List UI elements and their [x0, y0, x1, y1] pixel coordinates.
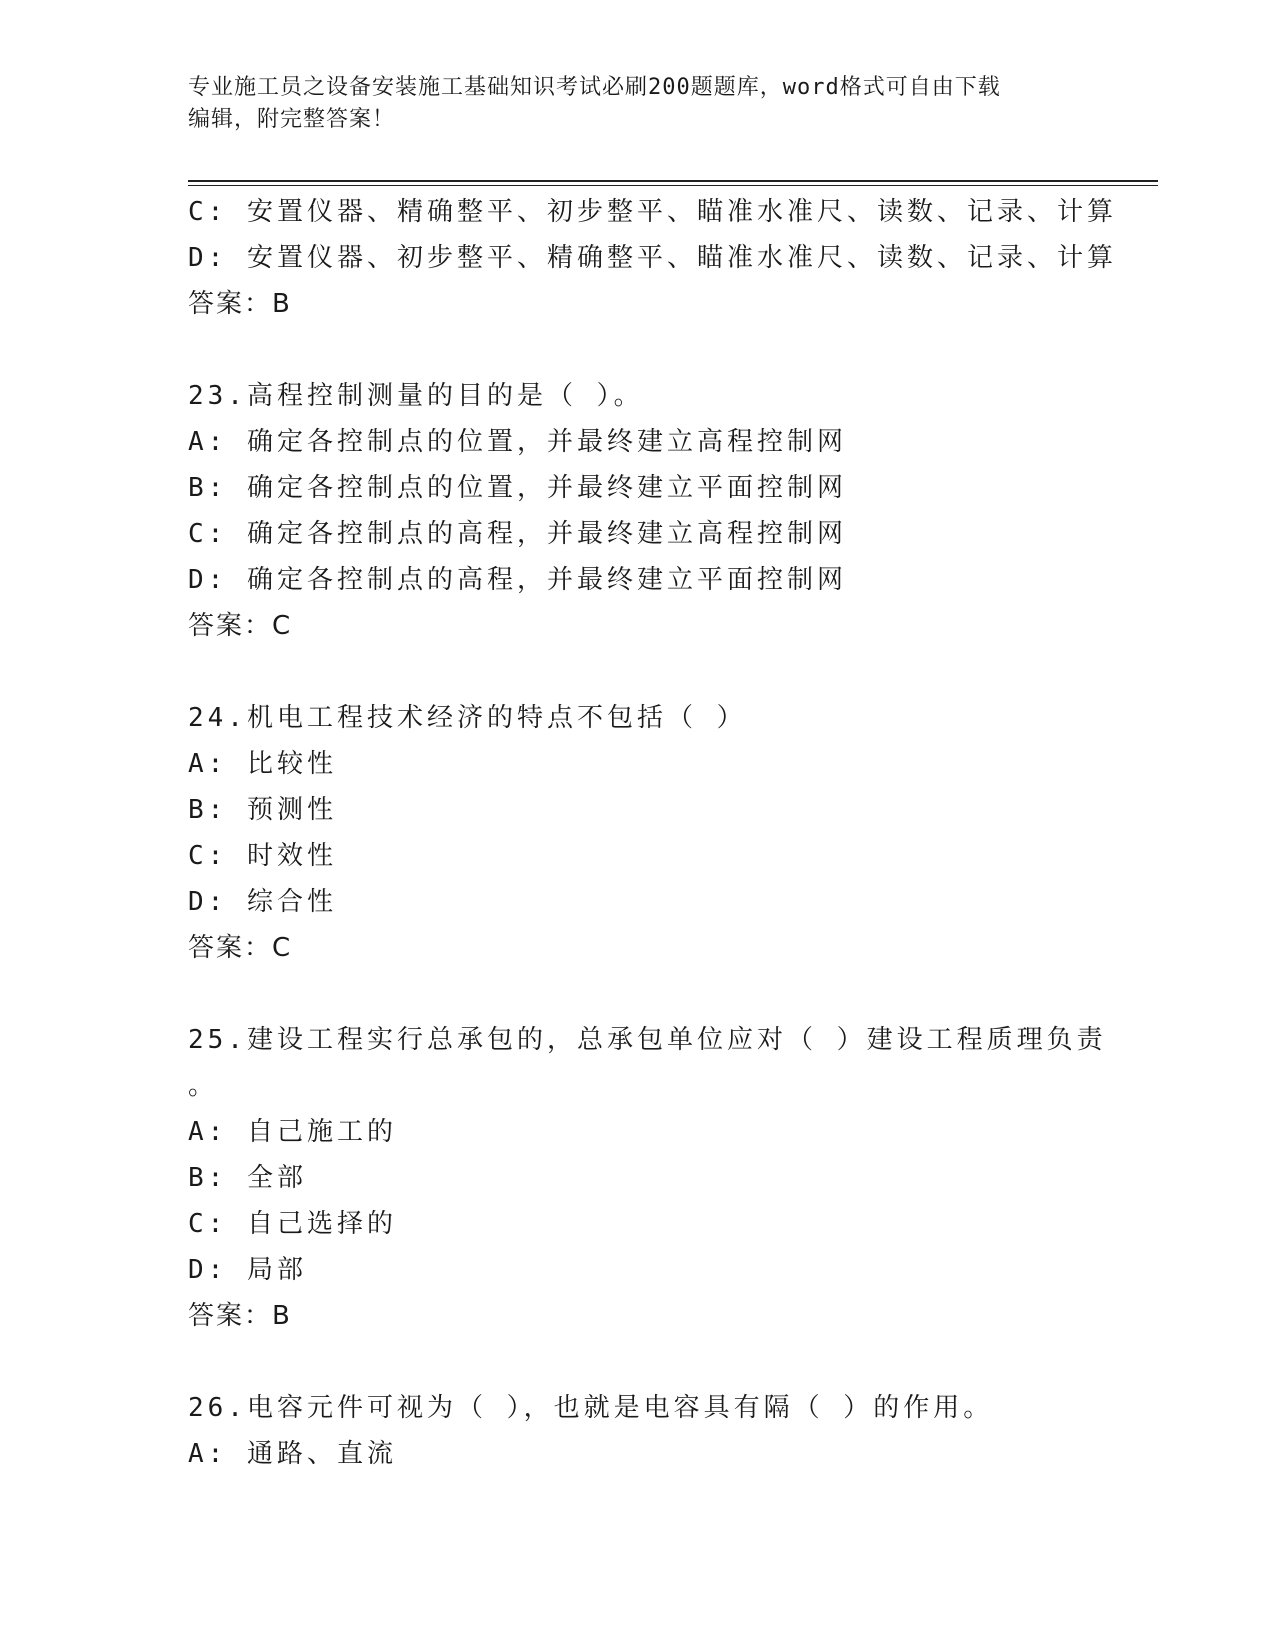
spacer	[188, 1339, 1158, 1385]
option-a: A: 自己施工的	[188, 1117, 397, 1147]
question-stem-continuation: 。	[188, 1071, 219, 1101]
question-stem: 26.电容元件可视为（ ），也就是电容具有隔（ ）的作用。	[188, 1393, 994, 1423]
option-c: C: 安置仪器、精确整平、初步整平、瞄准水准尺、读数、记录、计算	[188, 197, 1117, 227]
question-22-partial	[188, 189, 1158, 327]
spacer	[188, 649, 1158, 695]
document-page	[188, 0, 1158, 1650]
option-c: C: 确定各控制点的高程，并最终建立高程控制网	[188, 519, 847, 549]
option-b: B: 预测性	[188, 795, 337, 825]
question-stem: 25.建设工程实行总承包的，总承包单位应对（ ）建设工程质理负责	[188, 1025, 1107, 1055]
option-a: A: 确定各控制点的位置，并最终建立高程控制网	[188, 427, 847, 457]
spacer	[188, 327, 1158, 373]
question-25	[188, 1017, 1158, 1339]
option-c: C: 时效性	[188, 841, 337, 871]
header-divider-thin	[188, 185, 1158, 186]
option-a: A: 比较性	[188, 749, 337, 779]
option-b: B: 确定各控制点的位置，并最终建立平面控制网	[188, 473, 847, 503]
answer-line: 答案：B	[188, 289, 292, 319]
header-title-line-1: 专业施工员之设备安装施工基础知识考试必刷200题题库，word格式可自由下载	[188, 75, 1001, 100]
option-d: D: 确定各控制点的高程，并最终建立平面控制网	[188, 565, 847, 595]
question-list	[188, 189, 1158, 1477]
question-stem: 23.高程控制测量的目的是（ ）。	[188, 381, 644, 411]
option-d: D: 安置仪器、初步整平、精确整平、瞄准水准尺、读数、记录、计算	[188, 243, 1117, 273]
spacer	[188, 971, 1158, 1017]
option-a: A: 通路、直流	[188, 1439, 397, 1469]
answer-line: 答案：B	[188, 1301, 292, 1331]
option-d: D: 局部	[188, 1255, 307, 1285]
question-stem: 24.机电工程技术经济的特点不包括（ ）	[188, 703, 747, 733]
document-header	[188, 72, 1078, 136]
header-divider-thick	[188, 180, 1158, 182]
option-d: D: 综合性	[188, 887, 337, 917]
header-title-line-2: 编辑，附完整答案！	[188, 107, 396, 132]
option-b: B: 全部	[188, 1163, 307, 1193]
answer-line: 答案：C	[188, 933, 293, 963]
question-24	[188, 695, 1158, 971]
option-c: C: 自己选择的	[188, 1209, 397, 1239]
question-26	[188, 1385, 1158, 1477]
answer-line: 答案：C	[188, 611, 293, 641]
question-23	[188, 373, 1158, 649]
